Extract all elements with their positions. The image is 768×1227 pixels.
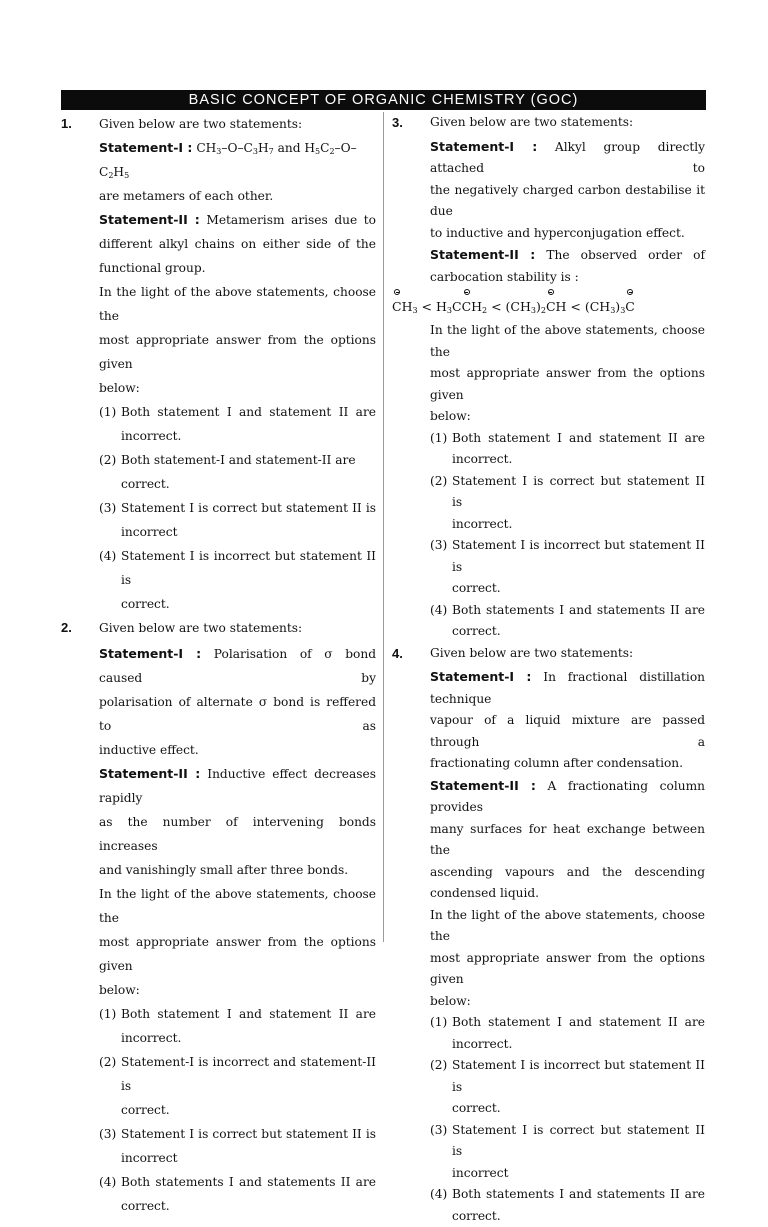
prompt-text: In the light of the above statements, choose the xyxy=(99,280,376,328)
statement-label: Statement-I : xyxy=(430,139,537,154)
formula-text: –O–C xyxy=(99,141,357,179)
question-2 xyxy=(61,616,376,1218)
option-text: Statement I is correct but statement II is xyxy=(121,496,376,520)
option-number: (3) xyxy=(99,1122,116,1146)
carbanion-charge xyxy=(462,296,482,318)
option-text: Statement I is correct but statement II is xyxy=(452,1120,705,1163)
statement-text: the negatively charged carbon destabilise it due xyxy=(430,180,705,223)
statement-text: to inductive and hyperconjugation effect. xyxy=(430,223,705,245)
statement-text: vapour of a liquid mixture are passed through a xyxy=(430,710,705,753)
option-text: Statement I is correct but statement II is xyxy=(452,471,705,514)
statement-1 xyxy=(99,136,376,184)
option-number: (4) xyxy=(430,1184,447,1206)
question-1 xyxy=(61,112,376,616)
option-number: (4) xyxy=(99,544,116,568)
carbanion-order-formula xyxy=(392,288,705,318)
statement-text: and vanishingly small after three bonds. xyxy=(99,858,376,882)
subscript: 2 xyxy=(329,147,334,156)
subscript: 3 xyxy=(216,147,221,156)
formula-text: CH xyxy=(462,299,482,314)
option-1[interactable] xyxy=(430,428,705,471)
option-3[interactable] xyxy=(430,1120,705,1185)
option-text: Both statement I and statement II are xyxy=(452,428,705,450)
prompt-text: most appropriate answer from the options given xyxy=(430,363,705,406)
option-number: (4) xyxy=(99,1170,116,1194)
statement-text: A fractionating column provides xyxy=(430,779,705,815)
formula-text: and H xyxy=(274,141,315,155)
subscript: 2 xyxy=(541,306,546,315)
prompt-text: In the light of the above statements, choose the xyxy=(430,320,705,363)
statement-2 xyxy=(430,244,705,267)
formula-text: < H xyxy=(418,299,447,314)
option-number: (1) xyxy=(430,428,447,450)
option-text: incorrect xyxy=(121,1146,376,1170)
question-intro: Given below are two statements: xyxy=(430,112,705,134)
option-3[interactable] xyxy=(99,1122,376,1170)
subscript: 3 xyxy=(531,306,536,315)
option-3[interactable] xyxy=(99,496,376,544)
option-number: (1) xyxy=(430,1012,447,1034)
option-text: Both statements I and statements II are xyxy=(452,600,705,622)
option-text: Both statement-I and statement-II are correct. xyxy=(121,448,376,496)
option-1[interactable] xyxy=(99,400,376,448)
statement-text: Metamerism arises due to xyxy=(206,213,376,227)
subscript: 7 xyxy=(269,147,274,156)
statement-text: are metamers of each other. xyxy=(99,184,376,208)
option-3[interactable] xyxy=(430,535,705,600)
statement-text: The observed order of xyxy=(546,248,705,262)
formula-text: C xyxy=(625,299,635,314)
subscript: 2 xyxy=(108,171,113,180)
subscript: 3 xyxy=(610,306,615,315)
statement-text: many surfaces for heat exchange between the xyxy=(430,819,705,862)
statement-label: Statement-II : xyxy=(99,212,200,227)
formula-text: C xyxy=(452,299,462,314)
subscript: 5 xyxy=(315,147,320,156)
subscript: 2 xyxy=(482,306,487,315)
statement-2 xyxy=(99,762,376,810)
carbanion-charge xyxy=(546,296,566,318)
formula-text: C xyxy=(320,141,329,155)
option-text: Both statements I and statements II are xyxy=(121,1170,376,1194)
formula-text: H xyxy=(258,141,269,155)
prompt-text: most appropriate answer from the options given xyxy=(430,948,705,991)
statement-text: polarisation of alternate σ bond is reffered to as xyxy=(99,690,376,738)
option-number: (3) xyxy=(430,1120,447,1142)
option-text: Both statement I and statement II are xyxy=(121,1002,376,1026)
formula-text: CH xyxy=(392,299,412,314)
statement-text: condensed liquid. xyxy=(430,883,705,905)
right-column xyxy=(392,112,705,1227)
option-4[interactable] xyxy=(99,1170,376,1218)
option-text: correct. xyxy=(121,592,376,616)
subscript: 3 xyxy=(620,306,625,315)
subscript: 3 xyxy=(253,147,258,156)
formula-text: H xyxy=(113,165,124,179)
option-number: (3) xyxy=(430,535,447,557)
statement-2 xyxy=(430,775,705,819)
option-number: (4) xyxy=(430,600,447,622)
option-2[interactable] xyxy=(99,1050,376,1122)
column-divider xyxy=(383,112,384,942)
formula-text: –O–C xyxy=(221,141,253,155)
question-number: 4. xyxy=(392,643,403,665)
prompt-text: most appropriate answer from the options given xyxy=(99,930,376,978)
option-text: correct. xyxy=(452,621,705,643)
carbanion-charge xyxy=(392,296,412,318)
option-text: incorrect xyxy=(121,520,376,544)
option-text: Both statement I and statement II are xyxy=(452,1012,705,1034)
question-4 xyxy=(392,643,705,1227)
prompt-text: In the light of the above statements, choose the xyxy=(99,882,376,930)
statement-text: ascending vapours and the descending xyxy=(430,862,705,884)
option-text: correct. xyxy=(452,1206,705,1227)
option-text: Statement I is incorrect but statement II is xyxy=(121,544,376,592)
statement-text: In fractional distillation technique xyxy=(430,670,705,706)
option-number: (3) xyxy=(99,496,116,520)
option-text: incorrect. xyxy=(452,449,705,471)
statement-label: Statement-I : xyxy=(430,669,531,684)
option-text: Both statements I and statements II are xyxy=(452,1184,705,1206)
option-text: incorrect xyxy=(452,1163,705,1185)
option-4[interactable] xyxy=(430,1184,705,1227)
carbanion-charge xyxy=(625,296,635,318)
question-number: 2. xyxy=(61,616,72,640)
prompt-text: below: xyxy=(99,978,376,1002)
prompt-text: below: xyxy=(430,991,705,1013)
question-intro: Given below are two statements: xyxy=(99,616,376,640)
statement-label: Statement-II : xyxy=(430,247,535,262)
statement-1 xyxy=(99,642,376,690)
statement-text: Polarisation of σ bond caused by xyxy=(99,647,376,685)
formula-text: ) xyxy=(536,299,541,314)
option-text: correct. xyxy=(121,1194,376,1218)
statement-text: Alkyl group directly attached to xyxy=(430,140,705,176)
prompt-text: most appropriate answer from the options given xyxy=(99,328,376,376)
option-number: (2) xyxy=(430,1055,447,1077)
prompt-text: below: xyxy=(99,376,376,400)
option-text: Statement I is incorrect but statement II is xyxy=(452,1055,705,1098)
statement-text: functional group. xyxy=(99,256,376,280)
statement-text: different alkyl chains on either side of the xyxy=(99,232,376,256)
formula-text: < (CH xyxy=(487,299,531,314)
statement-text: Inductive effect decreases rapidly xyxy=(99,767,376,805)
question-number: 3. xyxy=(392,112,403,134)
formula-text: CH xyxy=(546,299,566,314)
option-1[interactable] xyxy=(99,1002,376,1050)
prompt-text: In the light of the above statements, choose the xyxy=(430,905,705,948)
question-intro: Given below are two statements: xyxy=(99,112,376,136)
statement-label: Statement-I : xyxy=(99,140,192,155)
option-text: correct. xyxy=(452,1098,705,1120)
statement-label: Statement-II : xyxy=(430,778,536,793)
option-text: Both statement I and statement II are xyxy=(121,400,376,424)
option-number: (2) xyxy=(430,471,447,493)
option-text: Statement I is incorrect but statement II is xyxy=(452,535,705,578)
formula-text: ) xyxy=(615,299,620,314)
subscript: 3 xyxy=(447,306,452,315)
option-2[interactable] xyxy=(430,471,705,536)
option-text: correct. xyxy=(452,578,705,600)
statement-text: inductive effect. xyxy=(99,738,376,762)
statement-text: as the number of intervening bonds increases xyxy=(99,810,376,858)
option-number: (2) xyxy=(99,448,116,472)
option-2[interactable] xyxy=(99,448,376,496)
left-column xyxy=(61,112,376,1218)
option-4[interactable] xyxy=(99,544,376,616)
option-text: Statement I is correct but statement II is xyxy=(121,1122,376,1146)
option-1[interactable] xyxy=(430,1012,705,1055)
subscript: 5 xyxy=(124,171,129,180)
page-title: BASIC CONCEPT OF ORGANIC CHEMISTRY (GOC) xyxy=(61,90,706,110)
option-text: incorrect. xyxy=(452,514,705,536)
subscript: 3 xyxy=(412,306,417,315)
prompt-text: below: xyxy=(430,406,705,428)
statement-text: carbocation stability is : xyxy=(430,267,705,289)
statement-text: fractionating column after condensation. xyxy=(430,753,705,775)
question-intro: Given below are two statements: xyxy=(430,643,705,665)
question-number: 1. xyxy=(61,112,72,136)
option-number: (1) xyxy=(99,1002,116,1026)
option-2[interactable] xyxy=(430,1055,705,1120)
option-text: correct. xyxy=(121,1098,376,1122)
formula-text: CH xyxy=(196,141,216,155)
option-number: (2) xyxy=(99,1050,116,1074)
option-text: incorrect. xyxy=(121,424,376,448)
formula-text: < (CH xyxy=(566,299,610,314)
question-3 xyxy=(392,112,705,643)
statement-2 xyxy=(99,208,376,232)
statement-label: Statement-II : xyxy=(99,766,200,781)
option-text: Statement-I is incorrect and statement-II is xyxy=(121,1050,376,1098)
option-4[interactable] xyxy=(430,600,705,643)
option-text: incorrect. xyxy=(452,1034,705,1056)
statement-1 xyxy=(430,136,705,180)
statement-label: Statement-I : xyxy=(99,646,201,661)
statement-1 xyxy=(430,666,705,710)
option-text: incorrect. xyxy=(121,1026,376,1050)
option-number: (1) xyxy=(99,400,116,424)
